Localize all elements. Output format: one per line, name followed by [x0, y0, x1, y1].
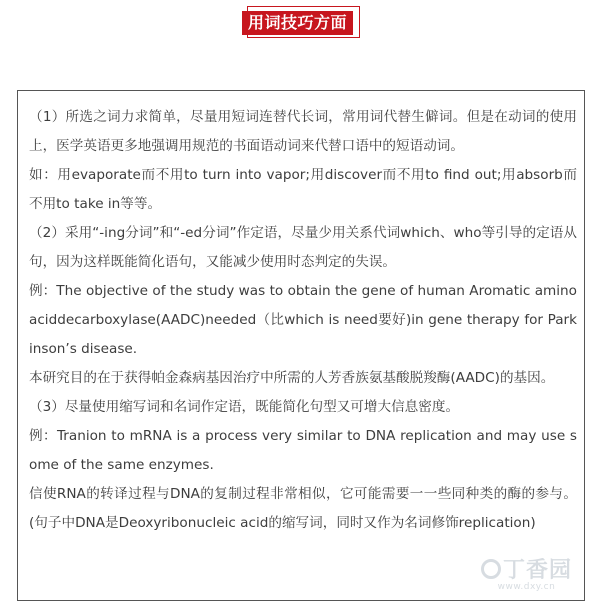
- section-header: [0, 6, 601, 38]
- content-box: [17, 90, 585, 601]
- paragraph-example-2: 例：The objective of the study was to obtain the gene of human Aromatic amino aciddecarboxylase(AADC)needed（比which is need要好)in gene therapy for Parkinson’s disease.: [29, 283, 577, 357]
- paragraph-translation-2: 本研究目的在于获得帕金森病基因治疗中所需的人芳香族氨基酸脱羧酶(AADC)的基因。: [29, 370, 555, 386]
- watermark-logo: [481, 553, 572, 584]
- paragraph-translation-3: 信使RNA的转译过程与DNA的复制过程非常相似，它可能需要一一些同种类的酶的参与。(句子中DNA是Deoxyribonucleic acid的缩写词，同时又作为名词修饰replication): [29, 486, 577, 531]
- paragraph-tip-1: （1）所选之词力求简单，尽量用短词连替代长词，常用词代替生僻词。但是在动词的使用上，医学英语更多地强调用规范的书面语动词来代替口语中的短语动词。: [29, 109, 577, 154]
- paragraph-tip-3: （3）尽量使用缩写词和名词作定语，既能简化句型又可增大信息密度。: [29, 399, 460, 415]
- paragraph-example-1: 如：用evaporate而不用to turn into vapor;用discover而不用to find out;用absorb而不用to take in等等。: [29, 167, 577, 212]
- section-title-frame: [247, 6, 360, 38]
- dxy-logo-icon: [481, 559, 501, 579]
- watermark-logo-text: 丁香园: [502, 558, 572, 583]
- paragraph-example-3: 例：Tranion to mRNA is a process very similar to DNA replication and may use some of the same enzymes.: [29, 428, 577, 473]
- paragraph-tip-2: （2）采用“-ing分词”和“-ed分词”作定语，尽量少用关系代词which、who等引导的定语从句，因为这样既能简化语句，又能减少使用时态判定的失误。: [29, 225, 577, 270]
- watermark-url: www.dxy.cn: [497, 582, 556, 592]
- section-title: 用词技巧方面: [242, 11, 353, 35]
- watermark: [481, 553, 572, 592]
